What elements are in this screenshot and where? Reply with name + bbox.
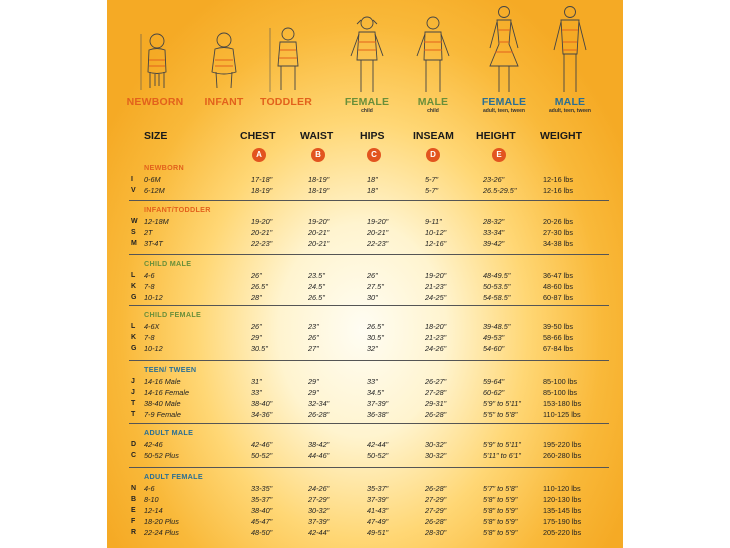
row-height: 54-60"	[483, 344, 505, 354]
row-size: 10-12	[144, 293, 163, 303]
row-weight: 85-100 lbs	[543, 377, 578, 386]
row-height: 48-49.5"	[483, 271, 511, 280]
row-code: L	[131, 272, 136, 279]
row-chest: 26"	[251, 322, 262, 331]
row-size: 3T-4T	[144, 239, 163, 249]
row-inseam: 19-20"	[425, 271, 447, 280]
row-waist: 29"	[308, 377, 319, 386]
row-weight: 12-16 lbs	[543, 175, 574, 184]
row-size: 38-40 Male	[144, 399, 181, 409]
row-height: 39-48.5"	[483, 322, 511, 331]
row-height: 33-34"	[483, 228, 505, 238]
row-waist: 26"	[308, 333, 319, 343]
row-height: 60-62"	[483, 388, 505, 398]
row-weight: 60-87 lbs	[543, 293, 574, 303]
row-hips: 50-52"	[367, 451, 389, 461]
row-code: L	[131, 323, 136, 330]
row-chest: 38-40"	[251, 399, 273, 409]
row-hips: 33"	[367, 377, 378, 386]
row-height: 28-32"	[483, 217, 505, 226]
row-size: 10-12	[144, 344, 163, 354]
row-chest: 26.5"	[251, 282, 268, 292]
table-row	[107, 439, 623, 450]
row-code: B	[131, 496, 137, 504]
row-inseam: 18-20"	[425, 322, 447, 331]
row-waist: 19-20"	[308, 217, 330, 226]
table-row	[107, 185, 623, 196]
table-row	[107, 270, 623, 281]
row-size: 2T	[144, 228, 153, 238]
row-chest: 30.5"	[251, 344, 268, 354]
column-header-inseam: INSEAM	[413, 130, 454, 142]
female-adult-figure-icon	[482, 4, 526, 96]
row-inseam: 5-7"	[425, 175, 439, 184]
row-waist: 32-34"	[308, 399, 330, 409]
table-row	[107, 332, 623, 343]
row-size: 42-46	[144, 440, 163, 449]
row-hips: 49-51"	[367, 528, 389, 538]
row-waist: 24.5"	[308, 282, 325, 292]
table-row	[107, 387, 623, 398]
row-chest: 26"	[251, 271, 262, 280]
row-hips: 26"	[367, 271, 378, 280]
row-inseam: 30-32"	[425, 451, 447, 461]
row-inseam: 24-26"	[425, 344, 447, 354]
row-chest: 29"	[251, 333, 262, 343]
row-hips: 30.5"	[367, 333, 384, 343]
row-size: 4-6X	[144, 322, 160, 331]
row-hips: 37-39"	[367, 399, 389, 409]
row-weight: 205-220 lbs	[543, 528, 582, 538]
row-hips: 37-39"	[367, 495, 389, 505]
column-header-waist: WAIST	[300, 130, 334, 142]
table-row	[107, 409, 623, 420]
group-title: TEEN/ TWEEN	[144, 365, 197, 374]
row-code: J	[131, 378, 135, 385]
row-waist: 29"	[308, 388, 319, 398]
row-inseam: 28-30"	[425, 528, 447, 538]
table-row	[107, 527, 623, 538]
figure-toddler	[255, 24, 317, 108]
row-height: 39-42"	[483, 239, 505, 249]
row-waist: 20-21"	[308, 228, 330, 238]
row-chest: 45-47"	[251, 517, 273, 527]
row-size: 7-8	[144, 282, 155, 292]
group-title: CHILD FEMALE	[144, 310, 202, 319]
figure-label: NEWBORN	[126, 96, 184, 108]
figure-sublabel: child	[361, 108, 373, 114]
female-child-figure-icon	[345, 14, 389, 96]
row-inseam: 29-31"	[425, 399, 447, 409]
row-hips: 32"	[367, 344, 378, 354]
row-code: T	[131, 411, 136, 419]
row-chest: 35-37"	[251, 495, 273, 505]
row-inseam: 30-32"	[425, 440, 447, 449]
row-chest: 28"	[251, 293, 262, 303]
row-weight: 110-120 lbs	[543, 484, 581, 493]
table-row	[107, 174, 623, 185]
row-code: K	[131, 334, 137, 342]
group-title: INFANT/TODDLER	[144, 205, 211, 214]
figure-label: INFANT	[204, 96, 244, 108]
row-code: T	[131, 400, 136, 408]
table-row	[107, 292, 623, 303]
row-height: 5'8" to 5'9"	[483, 506, 518, 516]
row-code: F	[131, 518, 136, 526]
row-size: 0-6M	[144, 175, 161, 184]
badge-a: A	[252, 148, 266, 162]
row-height: 5'9" to 5'11"	[483, 440, 521, 449]
male-child-figure-icon	[411, 14, 455, 96]
row-height: 23-26"	[483, 175, 505, 184]
row-inseam: 21-23"	[425, 282, 447, 292]
row-inseam: 26-27"	[425, 377, 447, 386]
group-title: NEWBORN	[144, 163, 185, 172]
row-chest: 17-18"	[251, 175, 273, 184]
figure-newborn	[123, 28, 187, 108]
row-hips: 36-38"	[367, 410, 389, 420]
row-weight: 36-47 lbs	[543, 271, 574, 280]
row-code: G	[131, 345, 137, 353]
row-hips: 19-20"	[367, 217, 389, 226]
group-divider	[129, 360, 609, 361]
row-waist: 38-42"	[308, 440, 330, 449]
row-waist: 20-21"	[308, 239, 330, 249]
row-size: 4-6	[144, 271, 155, 280]
figure-label: FEMALE	[344, 96, 390, 108]
column-header-weight: WEIGHT	[540, 130, 582, 142]
column-header-height: HEIGHT	[476, 130, 516, 142]
row-weight: 67-84 lbs	[543, 344, 574, 354]
row-code: J	[131, 389, 135, 397]
row-height: 5'8" to 5'9"	[483, 528, 518, 538]
row-chest: 50-52"	[251, 451, 273, 461]
row-code: V	[131, 187, 136, 195]
row-size: 12-18M	[144, 217, 169, 226]
row-hips: 35-37"	[367, 484, 389, 493]
table-row	[107, 450, 623, 461]
row-inseam: 10-12"	[425, 228, 447, 238]
row-size: 4-6	[144, 484, 155, 493]
row-weight: 48-60 lbs	[543, 282, 574, 292]
row-code: M	[131, 240, 137, 248]
badge-c: C	[367, 148, 381, 162]
row-height: 49-53"	[483, 333, 505, 343]
group-divider	[129, 200, 609, 201]
row-height: 26.5-29.5"	[483, 186, 517, 196]
row-chest: 22-23"	[251, 239, 273, 249]
group-divider	[129, 305, 609, 306]
column-header-size: SIZE	[144, 130, 168, 142]
row-waist: 24-26"	[308, 484, 330, 493]
row-code: R	[131, 529, 137, 537]
row-waist: 30-32"	[308, 506, 330, 516]
figure-label: FEMALE	[481, 96, 527, 108]
row-inseam: 27-28"	[425, 388, 447, 398]
figure-sublabel: adult, teen, tween	[483, 108, 525, 114]
table-row	[107, 343, 623, 354]
table-row	[107, 483, 623, 494]
badge-d: D	[426, 148, 440, 162]
row-waist: 26.5"	[308, 293, 325, 303]
figure-infant	[197, 28, 251, 108]
infant-figure-icon	[204, 28, 244, 96]
row-waist: 18-19"	[308, 175, 330, 184]
column-header-chest: CHEST	[240, 130, 276, 142]
row-size: 12-14	[144, 506, 163, 516]
row-chest: 42-46"	[251, 440, 273, 449]
row-inseam: 26-28"	[425, 484, 447, 493]
row-chest: 33"	[251, 388, 262, 398]
row-weight: 39-50 lbs	[543, 322, 574, 331]
group-title: ADULT MALE	[144, 428, 194, 437]
row-chest: 20-21"	[251, 228, 273, 238]
row-weight: 153-180 lbs	[543, 399, 582, 409]
row-chest: 31"	[251, 377, 262, 386]
row-waist: 23.5"	[308, 271, 325, 280]
row-size: 7-9 Female	[144, 410, 181, 420]
row-waist: 37-39"	[308, 517, 330, 527]
row-hips: 20-21"	[367, 228, 389, 238]
row-chest: 38-40"	[251, 506, 273, 516]
figure-label: TODDLER	[260, 96, 312, 108]
table-row	[107, 516, 623, 527]
row-chest: 34-36"	[251, 410, 273, 420]
row-height: 5'8" to 5'9"	[483, 495, 518, 505]
row-hips: 26.5"	[367, 322, 384, 331]
row-hips: 27.5"	[367, 282, 384, 292]
newborn-figure-icon	[135, 28, 175, 96]
row-height: 5'9" to 5'11"	[483, 399, 521, 409]
row-waist: 26-28"	[308, 410, 330, 420]
row-waist: 44-46"	[308, 451, 330, 461]
group-divider	[129, 254, 609, 255]
row-code: D	[131, 441, 137, 448]
table-row	[107, 505, 623, 516]
row-weight: 58-66 lbs	[543, 333, 574, 343]
row-size: 7-8	[144, 333, 155, 343]
toddler-figure-icon	[264, 24, 308, 96]
row-weight: 12-16 lbs	[543, 186, 574, 196]
row-weight: 85-100 lbs	[543, 388, 578, 398]
row-size: 50-52 Plus	[144, 451, 179, 461]
figure-label: MALE	[417, 96, 449, 108]
row-height: 5'5" to 5'8"	[483, 410, 518, 420]
row-weight: 195-220 lbs	[543, 440, 582, 449]
row-weight: 260-280 lbs	[543, 451, 582, 461]
row-inseam: 26-28"	[425, 410, 447, 420]
table-row	[107, 494, 623, 505]
row-waist: 42-44"	[308, 528, 330, 538]
row-height: 50-53.5"	[483, 282, 511, 292]
table-row	[107, 398, 623, 409]
row-size: 18-20 Plus	[144, 517, 179, 527]
figure-female-child	[339, 14, 395, 114]
row-code: W	[131, 218, 138, 225]
row-size: 14-16 Female	[144, 388, 190, 398]
row-height: 5'11" to 6'1"	[483, 451, 521, 461]
row-size: 8-10	[144, 495, 159, 505]
table-row	[107, 281, 623, 292]
table-row	[107, 227, 623, 238]
row-hips: 22-23"	[367, 239, 389, 249]
row-hips: 41-43"	[367, 506, 389, 516]
row-hips: 42-44"	[367, 440, 389, 449]
row-chest: 48-50"	[251, 528, 273, 538]
row-code: G	[131, 294, 137, 302]
figure-male-child	[405, 14, 461, 114]
figure-male-adult	[539, 4, 601, 114]
figure-sublabel: child	[427, 108, 439, 114]
row-weight: 34-38 lbs	[543, 239, 574, 249]
size-chart	[107, 0, 623, 548]
row-waist: 27-29"	[308, 495, 330, 505]
row-waist: 18-19"	[308, 186, 330, 196]
row-size: 14-16 Male	[144, 377, 181, 386]
row-code: S	[131, 229, 136, 237]
row-chest: 33-35"	[251, 484, 273, 493]
group-divider	[129, 467, 609, 468]
row-weight: 120-130 lbs	[543, 495, 582, 505]
row-size: 6-12M	[144, 186, 165, 196]
row-hips: 18"	[367, 186, 378, 196]
row-hips: 34.5"	[367, 388, 384, 398]
row-height: 5'8" to 5'9"	[483, 517, 518, 527]
row-weight: 27-30 lbs	[543, 228, 574, 238]
row-waist: 27"	[308, 344, 319, 354]
table-row	[107, 238, 623, 249]
column-header-hips: HIPS	[360, 130, 385, 142]
row-inseam: 12-16"	[425, 239, 447, 249]
row-chest: 19-20"	[251, 217, 273, 226]
row-inseam: 24-25"	[425, 293, 447, 303]
male-adult-figure-icon	[548, 4, 592, 96]
row-hips: 47-49"	[367, 517, 389, 527]
row-inseam: 27-29"	[425, 495, 447, 505]
figure-label: MALE	[554, 96, 586, 108]
figure-sublabel: adult, teen, tween	[549, 108, 591, 114]
row-hips: 30"	[367, 293, 378, 303]
row-code: K	[131, 283, 137, 291]
row-hips: 18"	[367, 175, 378, 184]
row-height: 59-64"	[483, 377, 505, 386]
row-inseam: 26-28"	[425, 517, 447, 527]
group-divider	[129, 423, 609, 424]
group-title: ADULT FEMALE	[144, 472, 203, 481]
table-row	[107, 321, 623, 332]
row-height: 5'7" to 5'8"	[483, 484, 518, 493]
table-row	[107, 216, 623, 227]
row-code: N	[131, 485, 137, 492]
row-weight: 135-145 lbs	[543, 506, 582, 516]
row-code: C	[131, 452, 137, 460]
row-inseam: 9-11"	[425, 217, 442, 226]
row-size: 22-24 Plus	[144, 528, 179, 538]
row-weight: 110-125 lbs	[543, 410, 581, 420]
row-inseam: 21-23"	[425, 333, 447, 343]
row-inseam: 27-29"	[425, 506, 447, 516]
row-weight: 20-26 lbs	[543, 217, 574, 226]
row-inseam: 5-7"	[425, 186, 439, 196]
row-height: 54-58.5"	[483, 293, 511, 303]
row-waist: 23"	[308, 322, 319, 331]
figure-female-adult	[473, 4, 535, 114]
table-row	[107, 376, 623, 387]
row-code: I	[131, 176, 133, 183]
row-chest: 18-19"	[251, 186, 273, 196]
badge-e: E	[492, 148, 506, 162]
group-title: CHILD MALE	[144, 259, 192, 268]
row-code: E	[131, 507, 136, 515]
badge-b: B	[311, 148, 325, 162]
row-weight: 175-190 lbs	[543, 517, 582, 527]
